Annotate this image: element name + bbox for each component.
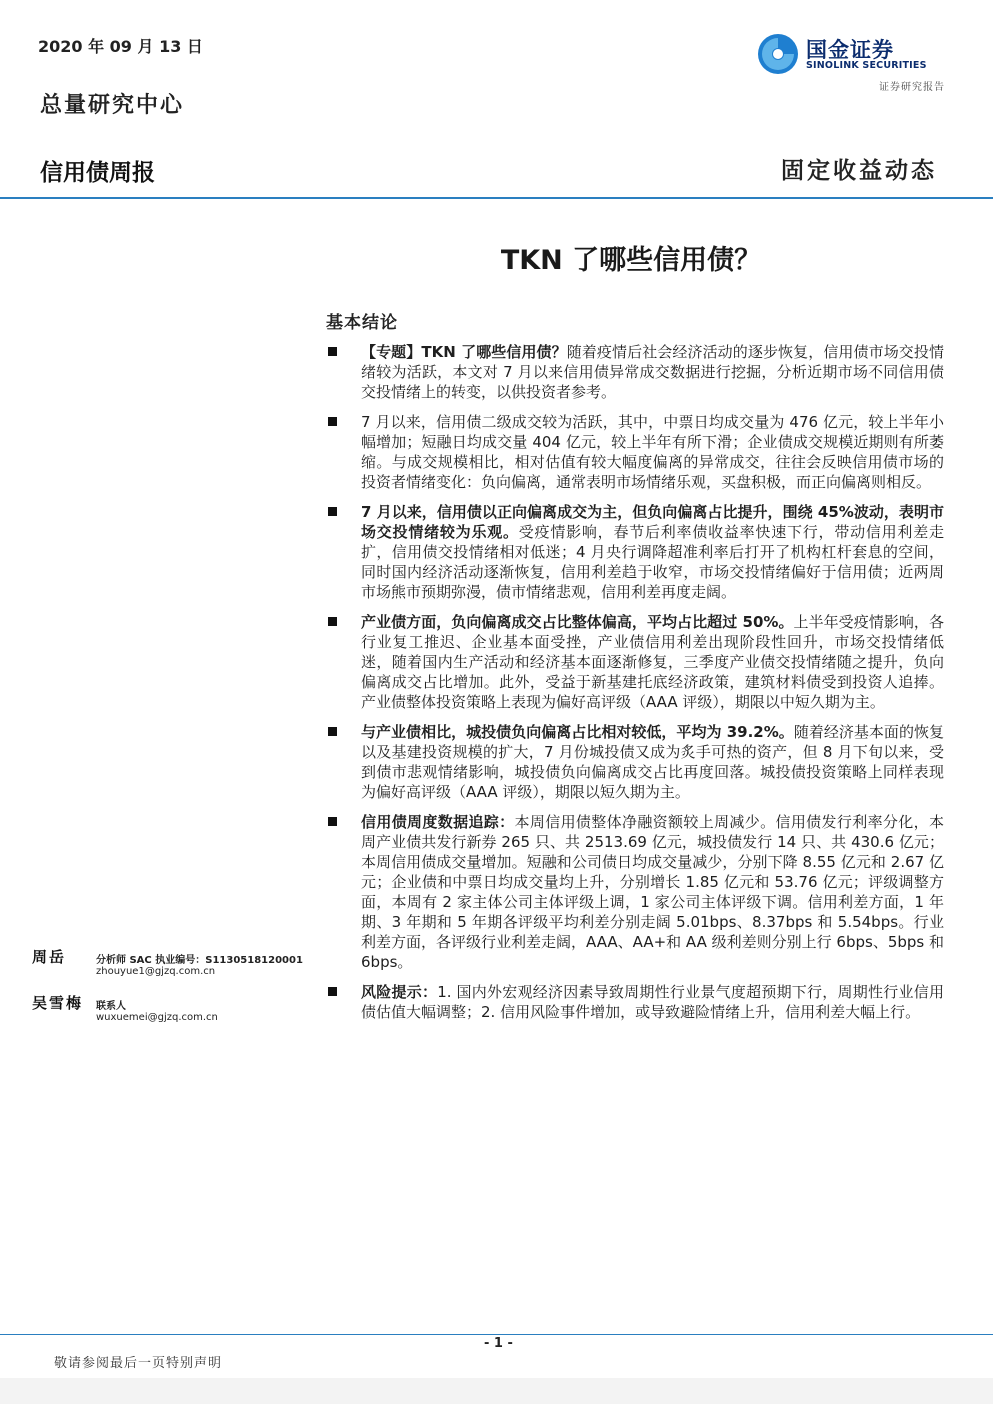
conclusion-body: 随着经济基本面的恢复以及基建投资规模的扩大，7 月份城投债又成为炙手可热的资产，但 8 月下旬以来，受到债市悲观情绪影响，城投债负向偏离成交占比再度回落。城投债投资策略上同样表现为偏好高评级（AAA 评级），期限以短久期为主。 [361,723,944,801]
section-heading: 基本结论 [326,313,398,333]
report-category: 固定收益动态 [781,157,937,184]
conclusion-lead: 产业债方面，负向偏离成交占比整体偏高，平均占比超过 50%。 [361,613,794,631]
analyst-role: 联系人 [96,1001,126,1012]
conclusion-body: 随着疫情后社会经济活动的逐步恢复，信用债市场交投情绪较为活跃，本文对 7 月以来信用债异常成交数据进行挖掘，分析近期市场不同信用债交投情绪上的转变，以供投资者参考。 [361,343,944,401]
report-type: 信用债周报 [40,160,155,186]
analyst-name: 吴雪梅 [32,994,84,1012]
conclusion-lead: 风险提示： [361,983,438,1001]
bullet-square-icon [328,817,337,826]
bullet-square-icon [328,417,337,426]
conclusion-item [326,502,944,602]
logo-name-cn: 国金证券 [806,38,894,62]
conclusion-item [326,412,944,492]
conclusion-body: 7 月以来，信用债二级成交较为活跃，其中，中票日均成交量为 476 亿元，较上半年小幅增加；短融日均成交量 404 亿元，较上半年有所下滑；企业债成交规模近期则有所萎缩。与成交规模相比，相对估值有较大幅度偏离的异常成交，往往会反映信用债市场的投资者情绪变化：负向偏离，通常表明市场情绪乐观，买盘积极，而正向偏离则相反。 [361,413,944,491]
analyst-card [32,992,312,1038]
conclusion-lead: 7 月以来，信用债以正向偏离成交为主，但负向偏离占比提升，围绕 45%波动，表明市场交投情绪较为乐观。 [361,503,944,541]
conclusion-item [326,612,944,712]
analyst-card [32,946,312,992]
conclusion-body: 1. 国内外宏观经济因素导致周期性行业景气度超预期下行，周期性行业信用债估值大幅调整；2. 信用风险事件增加，或导致避险情绪上升，信用利差大幅上行。 [361,983,944,1021]
conclusion-lead: 与产业债相比，城投债负向偏离占比相对较低，平均为 39.2%。 [361,723,794,741]
key-conclusions-list [326,342,944,1032]
bullet-square-icon [328,987,337,996]
analyst-email[interactable]: wuxuemei@gjzq.com.cn [96,1012,218,1023]
conclusion-lead: 信用债周度数据追踪： [361,813,515,831]
logo-subtitle: 证券研究报告 [879,82,945,93]
footer-disclaimer: 敬请参阅最后一页特别声明 [54,1356,223,1371]
conclusion-body: 受疫情影响，春节后利率债收益率快速下行，带动信用利差走扩，信用债交投情绪相对低迷；4 月央行调降超准利率后打开了机构杠杆套息的空间，同时国内经济活动逐渐恢复，信用利差趋于收窄，市场交投情绪偏好于信用债；近两周市场熊市预期弥漫，债市情绪悲观，信用利差再度走阔。 [361,523,944,601]
conclusion-lead: 【专题】TKN 了哪些信用债？ [361,343,567,361]
report-title: TKN 了哪些信用债？ [500,245,762,276]
footer-divider [0,1334,993,1335]
logo-emblem-icon [756,32,800,76]
analyst-name: 周岳 [32,948,67,966]
conclusion-body: 上半年受疫情影响，各行业复工推迟、企业基本面受挫，产业债信用利差出现阶段性回升，市场交投情绪低迷，随着国内生产活动和经济基本面逐渐修复，三季度产业债交投情绪随之提升，负向偏离成交占比增加。此外，受益于新基建托底经济政策，建筑材料债受到投资人追捧。产业债整体投资策略上表现为偏好高评级（AAA 评级），期限以中短久期为主。 [361,613,944,711]
report-date: 2020 年 09 月 13 日 [38,37,203,56]
bullet-square-icon [328,347,337,356]
page-number: - 1 - [484,1336,513,1351]
company-logo [756,32,946,78]
header-divider [0,197,993,199]
conclusion-item [326,982,944,1022]
analyst-role: 分析师 SAC 执业编号：S1130518120001 [96,955,303,966]
research-center: 总量研究中心 [40,92,185,118]
bullet-square-icon [328,507,337,516]
bullet-square-icon [328,727,337,736]
logo-name-en: SINOLINK SECURITIES [806,60,927,71]
bottom-band [0,1378,993,1404]
analyst-email[interactable]: zhouyue1@gjzq.com.cn [96,966,216,977]
conclusion-item [326,342,944,402]
bullet-square-icon [328,617,337,626]
conclusion-item [326,812,944,972]
analyst-contacts [32,946,312,1038]
conclusion-item [326,722,944,802]
conclusion-body: 本周信用债整体净融资额较上周减少。信用债发行利率分化，本周产业债共发行新券 265 只、共 2513.69 亿元，城投债发行 14 只、共 430.6 亿元；本周信用债成交量增加。短融和公司债日均成交量减少，分别下降 8.55 亿元和 2.67 亿元；企业债和中票日均成交量均上升，分别增长 1.85 亿元和 53.76 亿元；评级调整方面，本周有 2 家主体公司主体评级上调，1 家公司主体评级下调。信用利差方面，1 年期、3 年期和 5 年期各评级平均利差分别走阔 5.01bps、8.37bps 和 5.54bps。行业利差方面，各评级行业利差走阔，AAA、AA+和 AA 级利差则分别上行 6bps、5bps 和 6bps。 [361,813,944,971]
